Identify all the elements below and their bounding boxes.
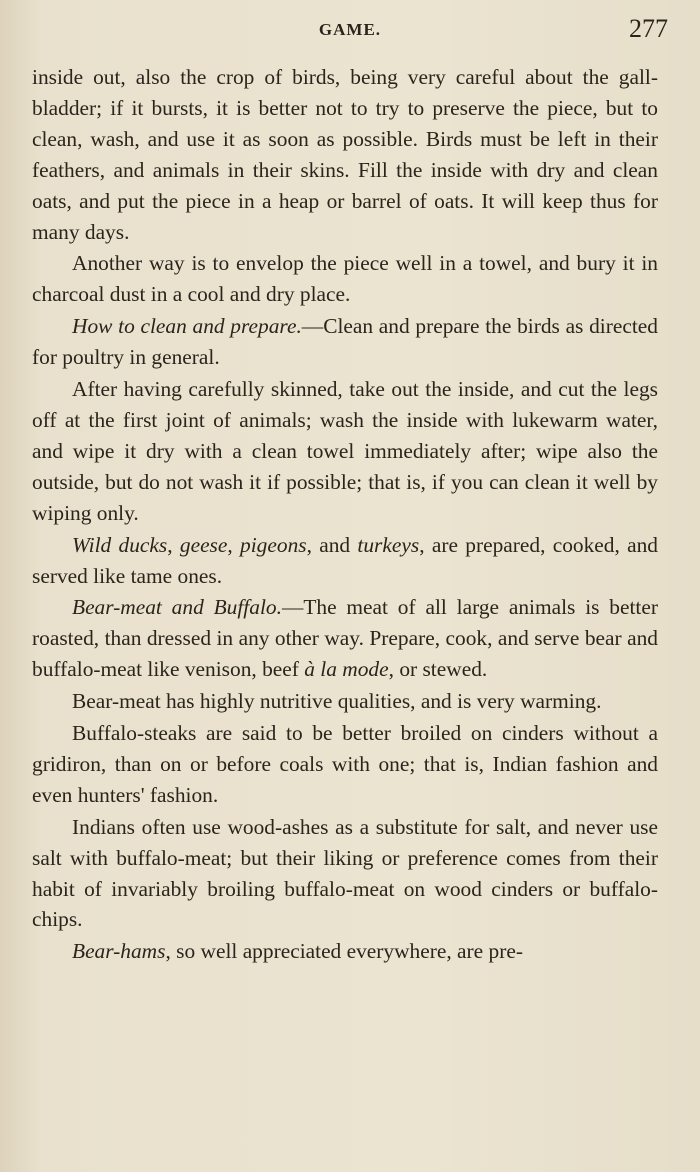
paragraph-text: Buffalo-steaks are said to be better broiled on cinders without a gridiron, than on or before coals with one; that is, Indian fashion and even hunters' fashion. xyxy=(32,721,658,807)
paragraph-6 xyxy=(32,592,658,685)
italic-term: Wild ducks xyxy=(72,532,168,557)
paragraph-text: Another way is to envelop the piece well in a towel, and bury it in charcoal dust in a cool and dry place. xyxy=(32,251,658,307)
section-heading-italic: How to clean and prepare. xyxy=(72,314,302,339)
running-head xyxy=(0,14,700,48)
section-heading-italic: Bear-hams xyxy=(72,939,166,964)
text-run: , or stewed. xyxy=(388,657,488,682)
paragraph-text: Bear-meat has highly nutritive qualities, and is very warming. xyxy=(72,689,602,714)
page-number: 277 xyxy=(629,14,668,43)
italic-term: geese xyxy=(179,532,228,557)
paragraph-text: —Clean and prepare the birds as directed for poultry in general. xyxy=(32,314,658,370)
section-heading-italic: Bear-meat and Buffalo. xyxy=(72,595,282,620)
running-title: GAME. xyxy=(318,20,382,39)
text-run: , xyxy=(167,532,180,557)
paragraph-3 xyxy=(32,311,658,373)
paragraph-10 xyxy=(32,936,658,967)
paragraph-text: inside out, also the crop of birds, being very careful about the gall-bladder; if it bursts, it is better not to try to preserve the piece, but to clean, wash, and use it as soon as possible. Birds must be left in their feathers, and animals in their skins. Fill the inside with dry and clean oats, and put the piece in a heap or barrel of oats. It will keep thus for many days. xyxy=(32,65,658,244)
italic-term: turkeys xyxy=(357,532,420,557)
paragraph-8 xyxy=(32,718,658,811)
paragraph-2 xyxy=(32,248,658,310)
body-text xyxy=(32,62,658,967)
paragraph-text: , so well appreciated everywhere, are pre- xyxy=(165,939,523,964)
text-run: , and xyxy=(306,532,358,557)
paragraph-4 xyxy=(32,374,658,529)
paragraph-9 xyxy=(32,812,658,936)
italic-term: pigeons xyxy=(240,532,307,557)
paragraph-5 xyxy=(32,530,658,592)
paragraph-text: After having carefully skinned, take out the inside, and cut the legs off at the first joint of animals; wash the inside with lukewarm water, and wipe it dry with a clean towel immediately after; wipe also the outside, but do not wash it if possible; that is, if you can clean it well by wiping only. xyxy=(32,377,658,525)
paragraph-1 xyxy=(32,62,658,247)
text-run: , xyxy=(227,532,241,557)
paragraph-7 xyxy=(32,686,658,717)
text-run: —The meat of all large animals is better roasted, than dressed in any other way. Prepare, cook, and serve bear and buffalo-meat like venison, beef xyxy=(32,595,658,682)
text-run: , are prepared, cooked, and served like tame ones. xyxy=(32,532,659,588)
italic-term: à la mode xyxy=(304,657,389,682)
paragraph-text: Indians often use wood-ashes as a substitute for salt, and never use salt with buffalo-meat; but their liking or preference comes from their habit of invariably broiling buffalo-meat on wood cinders or buffalo-chips. xyxy=(32,814,658,932)
